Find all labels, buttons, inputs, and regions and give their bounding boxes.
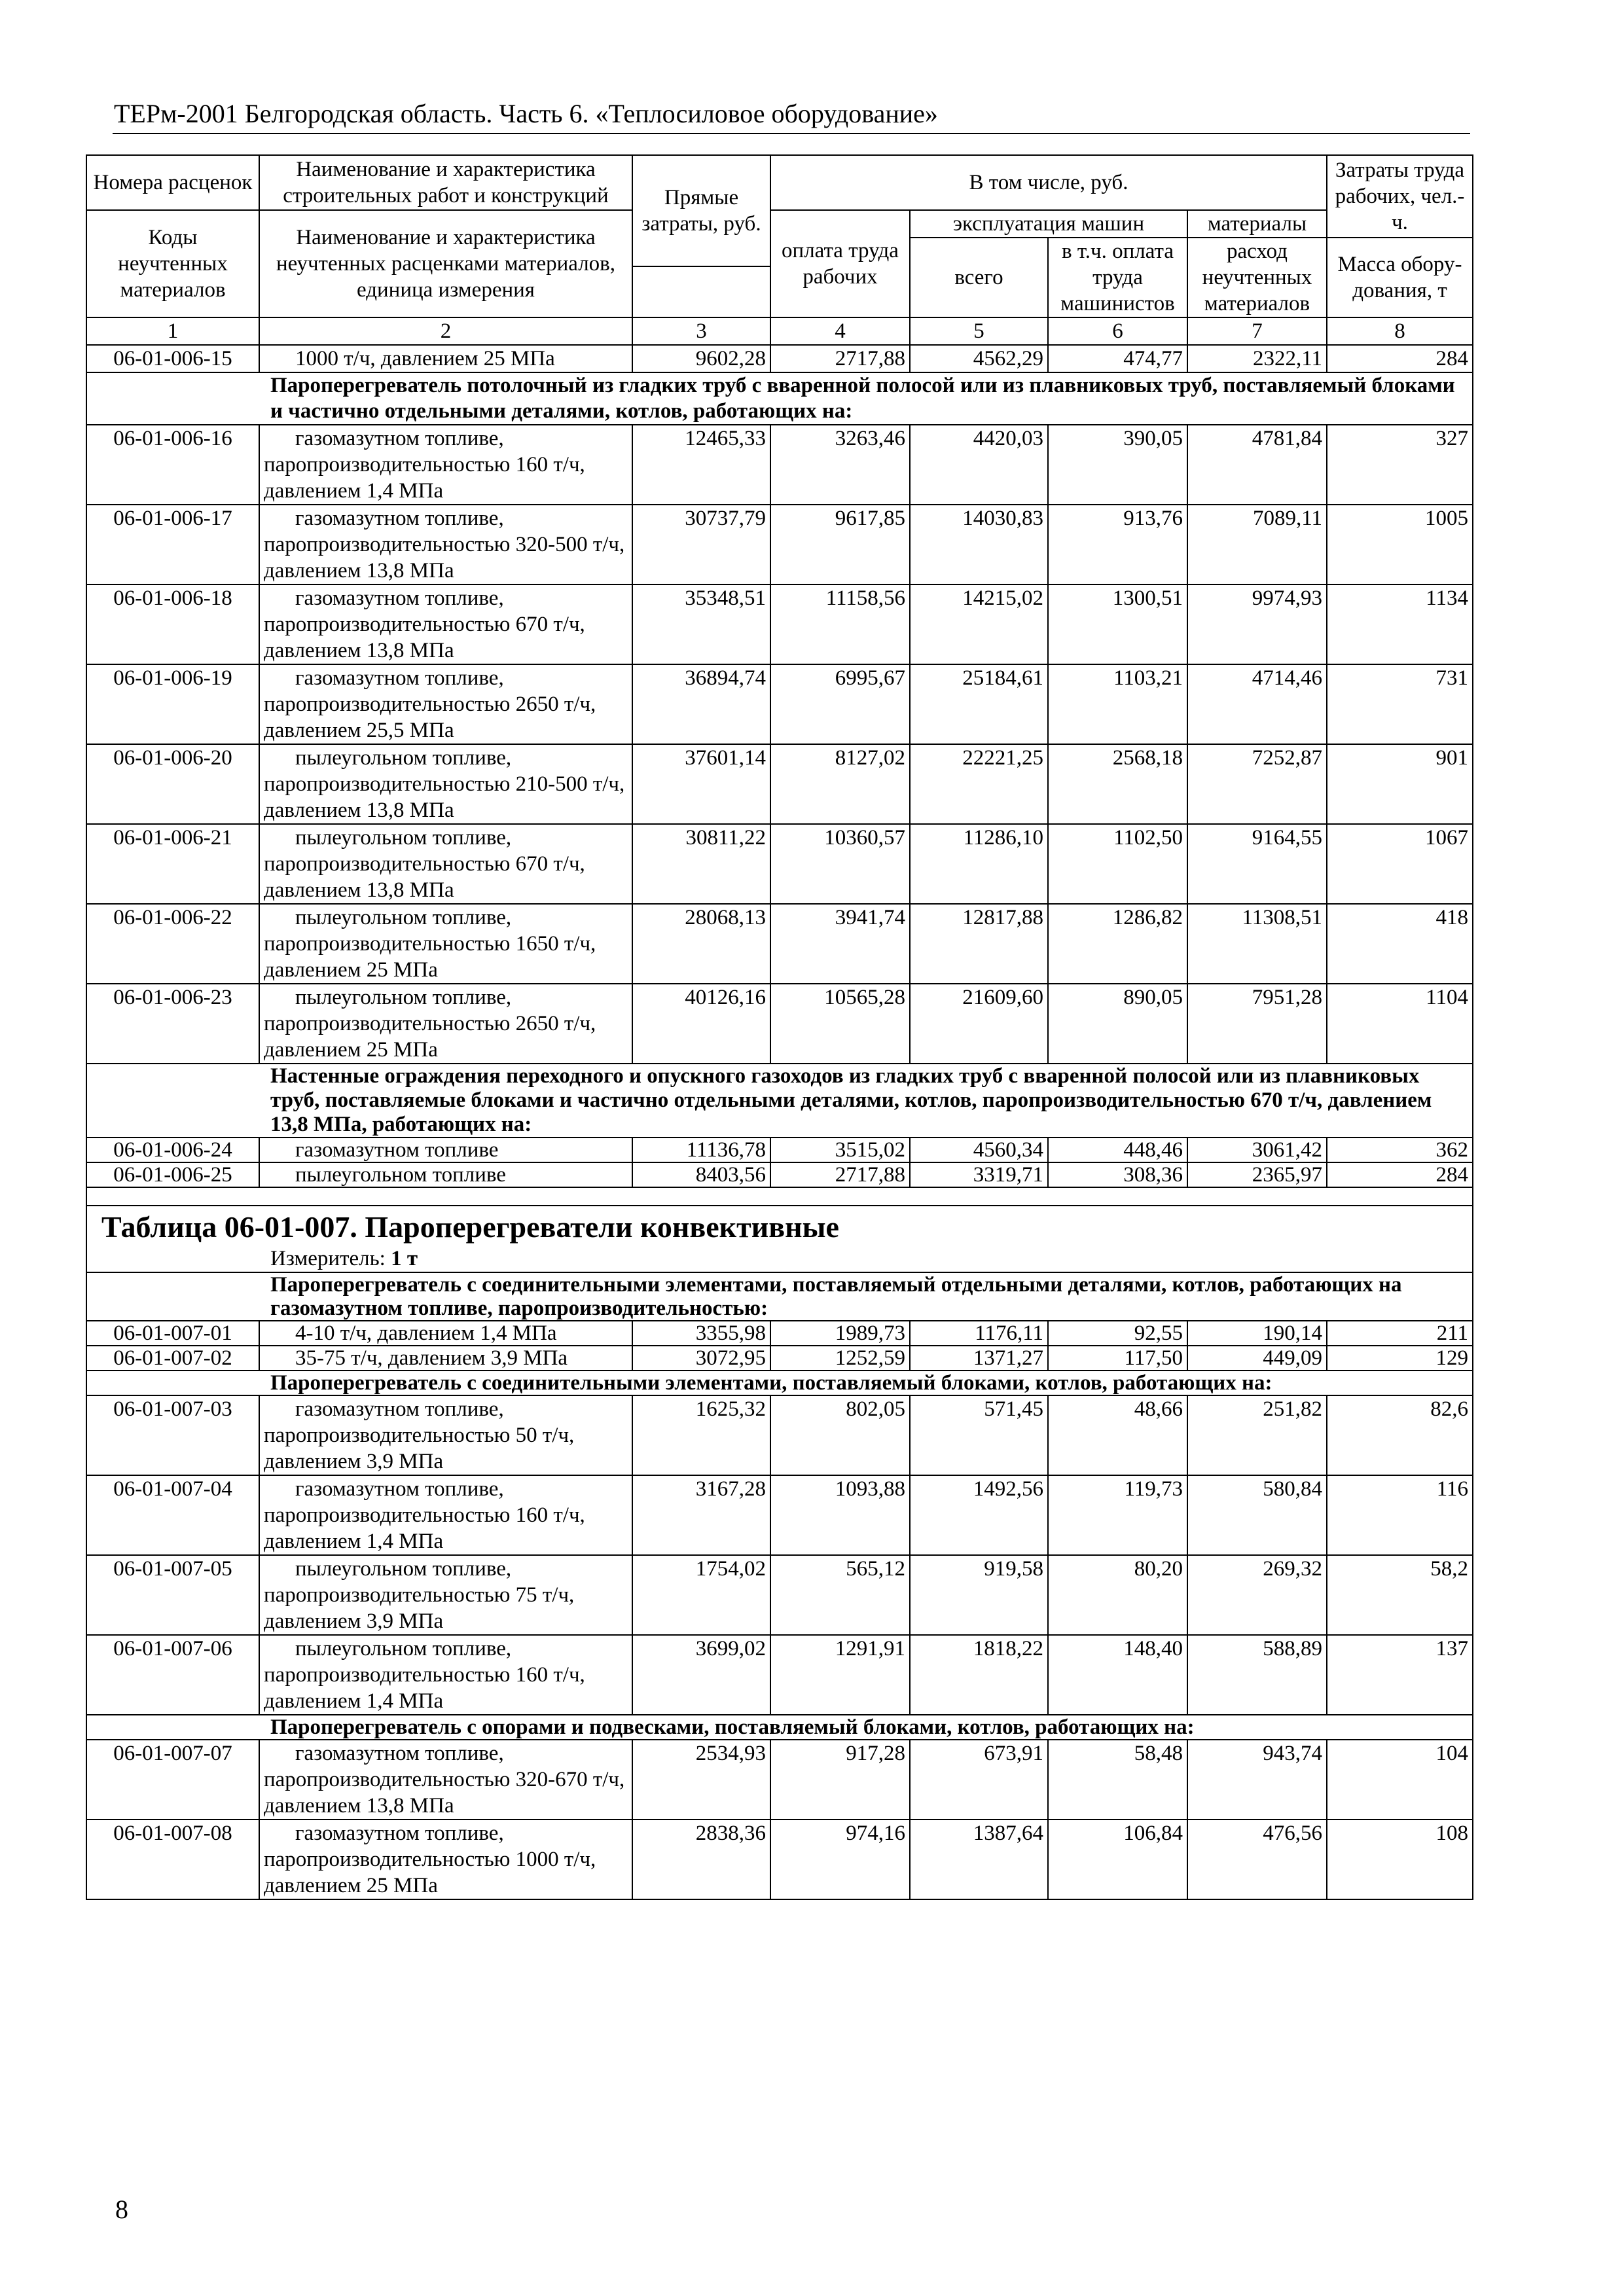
table-06-01-007-body <box>86 1187 1473 1899</box>
machines-total: 4560,34 <box>910 1138 1048 1162</box>
materials-cost: 943,74 <box>1187 1740 1327 1820</box>
direct-costs: 12465,33 <box>632 425 770 505</box>
work-description: газомазутном топливе, паропроизводительностью 670 т/ч, давлением 13,8 МПа <box>259 584 632 664</box>
section-heading-row <box>86 1371 1473 1395</box>
col-number-7: 7 <box>1187 317 1327 345</box>
direct-costs: 37601,14 <box>632 744 770 824</box>
machinist-pay: 106,84 <box>1048 1820 1187 1899</box>
rate-code: 06-01-006-19 <box>86 664 259 744</box>
table-row <box>86 345 1473 372</box>
labor-costs: 58,2 <box>1327 1555 1473 1635</box>
table-spacer <box>86 1187 1473 1206</box>
col-direct-costs-header: Прямые затраты, руб. <box>632 155 770 266</box>
col-including-header: В том числе, руб. <box>770 155 1327 210</box>
machines-total: 25184,61 <box>910 664 1048 744</box>
rate-code: 06-01-006-16 <box>86 425 259 505</box>
table-row <box>86 1138 1473 1162</box>
labor-costs: 108 <box>1327 1820 1473 1899</box>
labor-costs: 211 <box>1327 1321 1473 1346</box>
machines-total: 14030,83 <box>910 505 1048 584</box>
labor-costs: 129 <box>1327 1346 1473 1371</box>
work-description: 35-75 т/ч, давлением 3,9 МПа <box>259 1346 632 1371</box>
direct-costs: 1625,32 <box>632 1395 770 1475</box>
rate-code: 06-01-006-22 <box>86 904 259 984</box>
labor-costs: 362 <box>1327 1138 1473 1162</box>
machines-total: 3319,71 <box>910 1162 1048 1187</box>
work-description: газомазутном топливе, паропроизводительностью 50 т/ч, давлением 3,9 МПа <box>259 1395 632 1475</box>
machinist-pay: 1102,50 <box>1048 824 1187 904</box>
machines-total: 1492,56 <box>910 1475 1048 1555</box>
col-machinist-pay-header: в т.ч. оплата труда машинистов <box>1048 238 1187 317</box>
work-description: газомазутном топливе, паропроизводительностью 2650 т/ч, давлением 25,5 МПа <box>259 664 632 744</box>
section-heading: Пароперегреватель с соединительными элементами, поставляемый отдельными деталями, котлов, работающих на газомазутном топливе, паропроизводительностью: <box>86 1272 1473 1321</box>
col-number-5: 5 <box>910 317 1048 345</box>
direct-costs: 40126,16 <box>632 984 770 1064</box>
col-worker-pay-header: оплата труда рабочих <box>770 210 910 317</box>
col-machines-total-header: всего <box>910 238 1048 317</box>
measure-value: 1 т <box>391 1247 418 1270</box>
col-direct-costs-spacer <box>632 266 770 317</box>
rate-code: 06-01-007-06 <box>86 1635 259 1715</box>
labor-costs: 1005 <box>1327 505 1473 584</box>
work-description: пылеугольном топливе, паропроизводительностью 2650 т/ч, давлением 25 МПа <box>259 984 632 1064</box>
table-row <box>86 1321 1473 1346</box>
table-title-row <box>86 1206 1473 1246</box>
materials-cost: 7951,28 <box>1187 984 1327 1064</box>
labor-costs: 284 <box>1327 345 1473 372</box>
materials-cost: 4714,46 <box>1187 664 1327 744</box>
labor-costs: 1104 <box>1327 984 1473 1064</box>
labor-costs: 327 <box>1327 425 1473 505</box>
work-description: газомазутном топливе, паропроизводительностью 320-670 т/ч, давлением 13,8 МПа <box>259 1740 632 1820</box>
machinist-pay: 1286,82 <box>1048 904 1187 984</box>
machinist-pay: 474,77 <box>1048 345 1187 372</box>
machinist-pay: 119,73 <box>1048 1475 1187 1555</box>
work-description: газомазутном топливе, паропроизводительностью 1000 т/ч, давлением 25 МПа <box>259 1820 632 1899</box>
measure-cell <box>86 1246 1473 1272</box>
machinist-pay: 80,20 <box>1048 1555 1187 1635</box>
machinist-pay: 1103,21 <box>1048 664 1187 744</box>
work-description: газомазутном топливе, паропроизводительностью 160 т/ч, давлением 1,4 МПа <box>259 1475 632 1555</box>
labor-costs: 137 <box>1327 1635 1473 1715</box>
measure-row <box>86 1246 1473 1272</box>
section-heading: Настенные ограждения переходного и опускного газоходов из гладких труб с вваренной полосой или из плавниковых труб, поставляемые блоками и частично отдельными деталями, котлов, паропроизводительностью 670 т/ч, давлением 13,8 МПа, работающих на: <box>86 1064 1473 1138</box>
labor-costs: 1067 <box>1327 824 1473 904</box>
machines-total: 1371,27 <box>910 1346 1048 1371</box>
machines-total: 1818,22 <box>910 1635 1048 1715</box>
table-06-01-006-body <box>86 345 1473 1187</box>
worker-pay: 8127,02 <box>770 744 910 824</box>
section-heading-row <box>86 372 1473 425</box>
machinist-pay: 913,76 <box>1048 505 1187 584</box>
col-equipment-mass-header: Масса обору-дования, т <box>1327 238 1473 317</box>
table-row <box>86 505 1473 584</box>
table-row <box>86 1555 1473 1635</box>
table-row <box>86 904 1473 984</box>
rate-code: 06-01-006-17 <box>86 505 259 584</box>
materials-cost: 2322,11 <box>1187 345 1327 372</box>
labor-costs: 731 <box>1327 664 1473 744</box>
rate-code: 06-01-007-02 <box>86 1346 259 1371</box>
rate-code: 06-01-006-23 <box>86 984 259 1064</box>
worker-pay: 974,16 <box>770 1820 910 1899</box>
col-material-codes-header: Коды неучтенных материалов <box>86 210 259 317</box>
worker-pay: 917,28 <box>770 1740 910 1820</box>
machinist-pay: 308,36 <box>1048 1162 1187 1187</box>
table-row <box>86 824 1473 904</box>
worker-pay: 565,12 <box>770 1555 910 1635</box>
labor-costs: 116 <box>1327 1475 1473 1555</box>
labor-costs: 901 <box>1327 744 1473 824</box>
machines-total: 673,91 <box>910 1740 1048 1820</box>
machines-total: 11286,10 <box>910 824 1048 904</box>
col-unaccounted-materials-header: расход неучтенных материалов <box>1187 238 1327 317</box>
table-row <box>86 1740 1473 1820</box>
worker-pay: 3941,74 <box>770 904 910 984</box>
measure-label: Измеритель: <box>270 1247 386 1270</box>
machinist-pay: 92,55 <box>1048 1321 1187 1346</box>
machinist-pay: 58,48 <box>1048 1740 1187 1820</box>
direct-costs: 11136,78 <box>632 1138 770 1162</box>
rate-code: 06-01-007-03 <box>86 1395 259 1475</box>
materials-cost: 9164,55 <box>1187 824 1327 904</box>
work-description: пылеугольном топливе, паропроизводительностью 670 т/ч, давлением 13,8 МПа <box>259 824 632 904</box>
rate-code: 06-01-007-01 <box>86 1321 259 1346</box>
materials-cost: 588,89 <box>1187 1635 1327 1715</box>
materials-cost: 9974,93 <box>1187 584 1327 664</box>
col-number-3: 3 <box>632 317 770 345</box>
section-heading-row <box>86 1064 1473 1138</box>
direct-costs: 3699,02 <box>632 1635 770 1715</box>
machines-total: 22221,25 <box>910 744 1048 824</box>
col-work-name-header: Наименование и характеристика строительных работ и конструкций <box>259 155 632 210</box>
direct-costs: 30737,79 <box>632 505 770 584</box>
machines-total: 21609,60 <box>910 984 1048 1064</box>
worker-pay: 802,05 <box>770 1395 910 1475</box>
col-number-1: 1 <box>86 317 259 345</box>
work-description: 4-10 т/ч, давлением 1,4 МПа <box>259 1321 632 1346</box>
section-heading-row <box>86 1272 1473 1321</box>
machines-total: 4562,29 <box>910 345 1048 372</box>
direct-costs: 2534,93 <box>632 1740 770 1820</box>
rate-code: 06-01-007-08 <box>86 1820 259 1899</box>
worker-pay: 1989,73 <box>770 1321 910 1346</box>
work-description: газомазутном топливе, паропроизводительностью 320-500 т/ч, давлением 13,8 МПа <box>259 505 632 584</box>
rate-code: 06-01-006-25 <box>86 1162 259 1187</box>
direct-costs: 8403,56 <box>632 1162 770 1187</box>
direct-costs: 35348,51 <box>632 584 770 664</box>
direct-costs: 30811,22 <box>632 824 770 904</box>
worker-pay: 11158,56 <box>770 584 910 664</box>
work-description: пылеугольном топливе, паропроизводительностью 160 т/ч, давлением 1,4 МПа <box>259 1635 632 1715</box>
labor-costs: 104 <box>1327 1740 1473 1820</box>
rate-code: 06-01-007-05 <box>86 1555 259 1635</box>
materials-cost: 7252,87 <box>1187 744 1327 824</box>
header-divider <box>113 133 1470 134</box>
table-row <box>86 1395 1473 1475</box>
table-title: Таблица 06-01-007. Пароперегреватели конвективные <box>86 1206 1473 1246</box>
col-material-name-header: Наименование и характеристика неучтенных расценками материалов, единица измерения <box>259 210 632 317</box>
worker-pay: 1093,88 <box>770 1475 910 1555</box>
col-materials-header: материалы <box>1187 210 1327 238</box>
rates-table <box>86 154 1473 1900</box>
rate-code: 06-01-006-20 <box>86 744 259 824</box>
materials-cost: 190,14 <box>1187 1321 1327 1346</box>
direct-costs: 28068,13 <box>632 904 770 984</box>
rate-code: 06-01-007-04 <box>86 1475 259 1555</box>
worker-pay: 3515,02 <box>770 1138 910 1162</box>
materials-cost: 580,84 <box>1187 1475 1327 1555</box>
col-number-8: 8 <box>1327 317 1473 345</box>
table-spacer-cell <box>86 1187 1473 1206</box>
worker-pay: 6995,67 <box>770 664 910 744</box>
machines-total: 12817,88 <box>910 904 1048 984</box>
machinist-pay: 390,05 <box>1048 425 1187 505</box>
labor-costs: 418 <box>1327 904 1473 984</box>
table-row <box>86 425 1473 505</box>
machines-total: 14215,02 <box>910 584 1048 664</box>
materials-cost: 269,32 <box>1187 1555 1327 1635</box>
machinist-pay: 448,46 <box>1048 1138 1187 1162</box>
section-heading: Пароперегреватель потолочный из гладких труб с вваренной полосой или из плавниковых труб, поставляемый блоками и частично отдельными деталями, котлов, работающих на: <box>86 372 1473 425</box>
direct-costs: 3355,98 <box>632 1321 770 1346</box>
worker-pay: 10565,28 <box>770 984 910 1064</box>
materials-cost: 2365,97 <box>1187 1162 1327 1187</box>
worker-pay: 1291,91 <box>770 1635 910 1715</box>
materials-cost: 11308,51 <box>1187 904 1327 984</box>
work-description: пылеугольном топливе, паропроизводительностью 75 т/ч, давлением 3,9 МПа <box>259 1555 632 1635</box>
rate-code: 06-01-006-18 <box>86 584 259 664</box>
machines-total: 1387,64 <box>910 1820 1048 1899</box>
worker-pay: 10360,57 <box>770 824 910 904</box>
machinist-pay: 2568,18 <box>1048 744 1187 824</box>
work-description: пылеугольном топливе, паропроизводительностью 1650 т/ч, давлением 25 МПа <box>259 904 632 984</box>
direct-costs: 3167,28 <box>632 1475 770 1555</box>
page-number: 8 <box>115 2195 128 2224</box>
direct-costs: 2838,36 <box>632 1820 770 1899</box>
table-row <box>86 1346 1473 1371</box>
table-row <box>86 584 1473 664</box>
page-header-title: ТЕРм-2001 Белгородская область. Часть 6. «Теплосиловое оборудование» <box>114 99 938 128</box>
table-row <box>86 1475 1473 1555</box>
col-number-2: 2 <box>259 317 632 345</box>
rate-code: 06-01-006-24 <box>86 1138 259 1162</box>
direct-costs: 1754,02 <box>632 1555 770 1635</box>
machines-total: 4420,03 <box>910 425 1048 505</box>
worker-pay: 2717,88 <box>770 1162 910 1187</box>
table-row <box>86 1635 1473 1715</box>
machinist-pay: 48,66 <box>1048 1395 1187 1475</box>
col-rate-number-header: Номера расценок <box>86 155 259 210</box>
table-row <box>86 664 1473 744</box>
rate-code: 06-01-006-15 <box>86 345 259 372</box>
work-description: пылеугольном топливе, паропроизводительностью 210-500 т/ч, давлением 13,8 МПа <box>259 744 632 824</box>
direct-costs: 9602,28 <box>632 345 770 372</box>
work-description: газомазутном топливе <box>259 1138 632 1162</box>
materials-cost: 3061,42 <box>1187 1138 1327 1162</box>
machines-total: 1176,11 <box>910 1321 1048 1346</box>
machinist-pay: 890,05 <box>1048 984 1187 1064</box>
labor-costs: 284 <box>1327 1162 1473 1187</box>
section-heading: Пароперегреватель с соединительными элементами, поставляемый блоками, котлов, работающих на: <box>86 1371 1473 1395</box>
rate-code: 06-01-006-21 <box>86 824 259 904</box>
table-row <box>86 744 1473 824</box>
rate-code: 06-01-007-07 <box>86 1740 259 1820</box>
col-number-6: 6 <box>1048 317 1187 345</box>
worker-pay: 3263,46 <box>770 425 910 505</box>
col-number-4: 4 <box>770 317 910 345</box>
direct-costs: 3072,95 <box>632 1346 770 1371</box>
machinist-pay: 1300,51 <box>1048 584 1187 664</box>
machinist-pay: 148,40 <box>1048 1635 1187 1715</box>
labor-costs: 1134 <box>1327 584 1473 664</box>
machinist-pay: 117,50 <box>1048 1346 1187 1371</box>
table-row <box>86 984 1473 1064</box>
table-row <box>86 1820 1473 1899</box>
worker-pay: 9617,85 <box>770 505 910 584</box>
materials-cost: 4781,84 <box>1187 425 1327 505</box>
direct-costs: 36894,74 <box>632 664 770 744</box>
col-machines-header: эксплуатация машин <box>910 210 1187 238</box>
materials-cost: 7089,11 <box>1187 505 1327 584</box>
table-row <box>86 1162 1473 1187</box>
work-description: пылеугольном топливе <box>259 1162 632 1187</box>
machines-total: 571,45 <box>910 1395 1048 1475</box>
col-labor-costs-header: Затраты труда рабочих, чел.-ч. <box>1327 155 1473 238</box>
worker-pay: 1252,59 <box>770 1346 910 1371</box>
section-heading: Пароперегреватель с опорами и подвесками, поставляемый блоками, котлов, работающих на: <box>86 1715 1473 1740</box>
labor-costs: 82,6 <box>1327 1395 1473 1475</box>
materials-cost: 476,56 <box>1187 1820 1327 1899</box>
worker-pay: 2717,88 <box>770 345 910 372</box>
section-heading-row <box>86 1715 1473 1740</box>
work-description: газомазутном топливе, паропроизводительностью 160 т/ч, давлением 1,4 МПа <box>259 425 632 505</box>
materials-cost: 449,09 <box>1187 1346 1327 1371</box>
materials-cost: 251,82 <box>1187 1395 1327 1475</box>
work-description: 1000 т/ч, давлением 25 МПа <box>259 345 632 372</box>
machines-total: 919,58 <box>910 1555 1048 1635</box>
